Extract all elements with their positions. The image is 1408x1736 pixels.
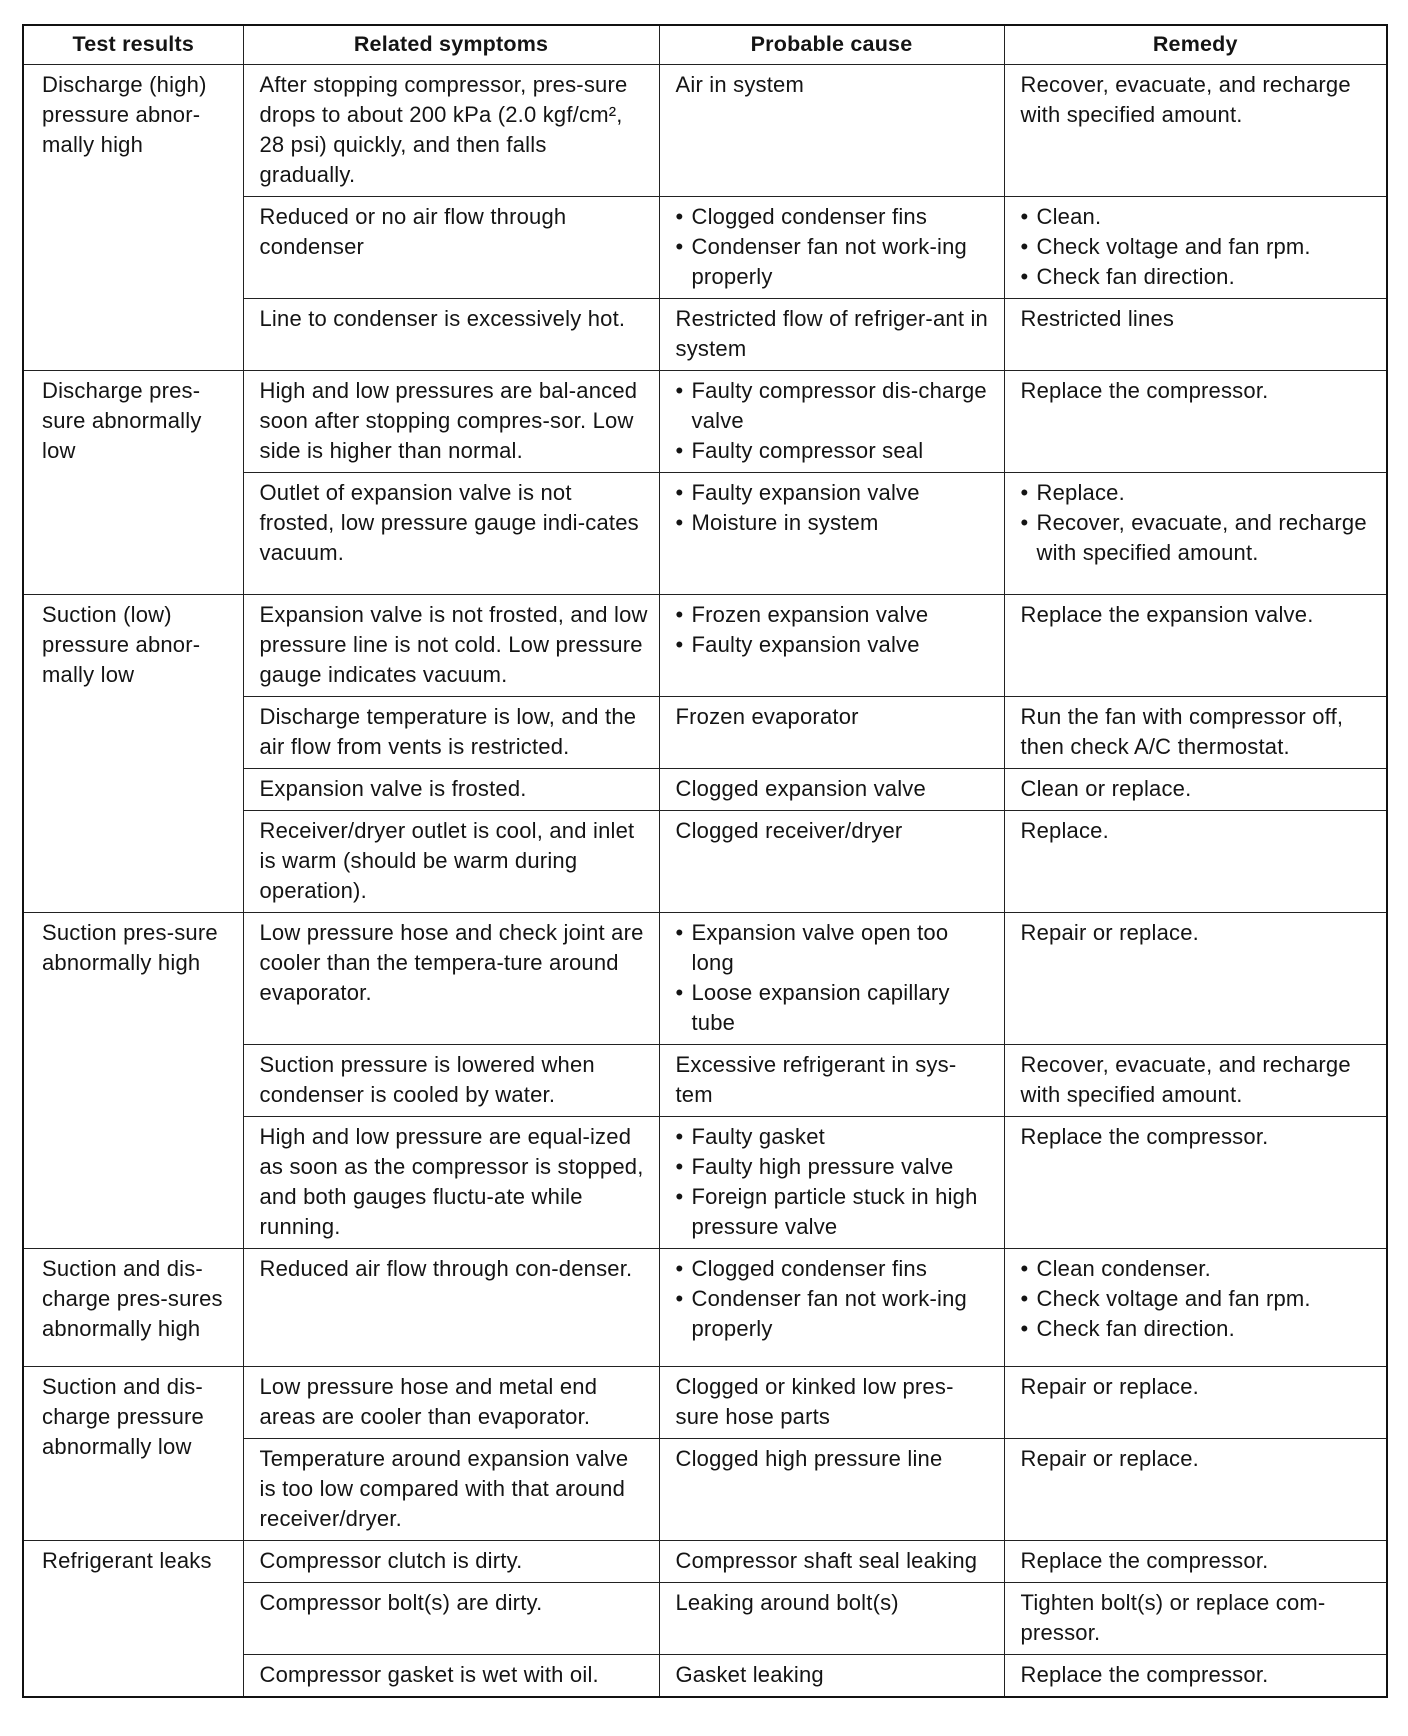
test-result-text: Suction and dis-charge pressure abnormally low (42, 1374, 204, 1459)
test-result-cell (23, 1367, 243, 1541)
test-result-cell (23, 1249, 243, 1367)
troubleshooting-table (22, 24, 1388, 1698)
cause-cell-item: • Faulty high pressure valve (676, 1152, 994, 1182)
remedy-cell-text: Replace the expansion valve. (1020, 602, 1314, 627)
remedy-cell (1004, 913, 1387, 1045)
cause-cell (659, 697, 1004, 769)
symptom-text: Reduced or no air flow through condenser (259, 204, 567, 259)
remedy-cell-text: Recover, evacuate, and recharge with specified amount. (1020, 1052, 1351, 1107)
remedy-cell-item: • Recover, evacuate, and recharge with specified amount. (1021, 508, 1377, 568)
remedy-cell (1004, 769, 1387, 811)
cause-cell (659, 811, 1004, 913)
header-row (23, 25, 1387, 65)
remedy-cell-list (1021, 1254, 1377, 1344)
symptom-cell (243, 197, 659, 299)
symptom-cell (243, 769, 659, 811)
cause-cell (659, 473, 1004, 595)
symptom-text: Expansion valve is frosted. (259, 776, 527, 801)
remedy-cell (1004, 595, 1387, 697)
remedy-cell (1004, 299, 1387, 371)
symptom-cell (243, 811, 659, 913)
test-result-cell (23, 1541, 243, 1698)
symptom-text: Compressor bolt(s) are dirty. (259, 1590, 543, 1615)
symptom-text: After stopping compressor, pres-sure drops to about 200 kPa (2.0 kgf/cm², 28 psi) quickly, and then falls gradually. (259, 72, 628, 187)
symptom-cell (243, 371, 659, 473)
symptom-text: Expansion valve is not frosted, and low pressure line is not cold. Low pressure gauge indicates vacuum. (259, 602, 648, 687)
remedy-cell-text: Run the fan with compressor off, then check A/C thermostat. (1020, 704, 1344, 759)
cause-cell-item: • Clogged condenser fins (676, 202, 994, 232)
remedy-cell-item: • Check voltage and fan rpm. (1021, 232, 1377, 262)
symptom-text: Suction pressure is lowered when condenser is cooled by water. (259, 1052, 595, 1107)
header-remedy: Remedy (1004, 25, 1387, 65)
cause-cell-list (676, 1122, 994, 1242)
symptom-text: Line to condenser is excessively hot. (259, 306, 626, 331)
cause-cell (659, 1439, 1004, 1541)
cause-cell (659, 299, 1004, 371)
remedy-cell-item: • Check fan direction. (1021, 1314, 1377, 1344)
remedy-cell-text: Replace. (1020, 818, 1109, 843)
cause-cell-item: • Faulty compressor seal (676, 436, 994, 466)
remedy-cell-text: Repair or replace. (1020, 1374, 1199, 1399)
cause-cell-text: Restricted flow of refriger-ant in system (675, 306, 988, 361)
symptom-cell (243, 1117, 659, 1249)
cause-cell (659, 1541, 1004, 1583)
header-related-symptoms: Related symptoms (243, 25, 659, 65)
test-result-text: Discharge pres-sure abnormally low (42, 378, 202, 463)
remedy-cell-item: • Replace. (1021, 478, 1377, 508)
table-body (23, 65, 1387, 1698)
remedy-cell (1004, 65, 1387, 197)
symptom-cell (243, 1439, 659, 1541)
cause-cell-item: • Moisture in system (676, 508, 994, 538)
remedy-cell-text: Restricted lines (1020, 306, 1175, 331)
symptom-text: Temperature around expansion valve is too low compared with that around receiver/dryer. (259, 1446, 629, 1531)
cause-cell-list (676, 478, 994, 538)
remedy-cell-text: Clean or replace. (1020, 776, 1192, 801)
cause-cell-text: Compressor shaft seal leaking (675, 1548, 978, 1573)
symptom-cell (243, 595, 659, 697)
remedy-cell-item: • Clean. (1021, 202, 1377, 232)
symptom-cell (243, 1249, 659, 1367)
symptom-text: Outlet of expansion valve is not frosted, low pressure gauge indi-cates vacuum. (259, 480, 639, 565)
remedy-cell (1004, 1439, 1387, 1541)
cause-cell (659, 595, 1004, 697)
cause-cell-text: Leaking around bolt(s) (675, 1590, 899, 1615)
test-result-text: Suction and dis-charge pres-sures abnormally high (42, 1256, 223, 1341)
cause-cell-item: • Faulty compressor dis-charge valve (676, 376, 994, 436)
remedy-cell (1004, 371, 1387, 473)
remedy-cell-text: Replace the compressor. (1020, 1662, 1269, 1687)
symptom-cell (243, 299, 659, 371)
symptom-cell (243, 1583, 659, 1655)
test-result-text: Discharge (high) pressure abnor-mally high (42, 72, 207, 157)
remedy-cell-list (1021, 478, 1377, 568)
remedy-cell-text: Repair or replace. (1020, 920, 1199, 945)
symptom-text: Reduced air flow through con-denser. (259, 1256, 633, 1281)
troubleshooting-page (22, 24, 1386, 1698)
symptom-cell (243, 473, 659, 595)
remedy-cell-item: • Clean condenser. (1021, 1254, 1377, 1284)
cause-cell-item: • Condenser fan not work-ing properly (676, 232, 994, 292)
test-result-cell (23, 65, 243, 371)
symptom-text: High and low pressures are bal-anced soon after stopping compres-sor. Low side is higher than normal. (259, 378, 638, 463)
remedy-cell (1004, 1367, 1387, 1439)
cause-cell-item: • Frozen expansion valve (676, 600, 994, 630)
cause-cell (659, 769, 1004, 811)
symptom-cell (243, 1367, 659, 1439)
header-probable-cause: Probable cause (659, 25, 1004, 65)
remedy-cell-text: Repair or replace. (1020, 1446, 1199, 1471)
cause-cell-item: • Expansion valve open too long (676, 918, 994, 978)
table-row (23, 1541, 1387, 1583)
symptom-cell (243, 913, 659, 1045)
test-result-cell (23, 913, 243, 1249)
cause-cell (659, 371, 1004, 473)
symptom-text: Receiver/dryer outlet is cool, and inlet is warm (should be warm during operation). (259, 818, 635, 903)
cause-cell (659, 1367, 1004, 1439)
cause-cell (659, 1249, 1004, 1367)
symptom-text: Discharge temperature is low, and the air flow from vents is restricted. (259, 704, 637, 759)
remedy-cell-item: • Check fan direction. (1021, 262, 1377, 292)
symptom-text: Low pressure hose and metal end areas are cooler than evaporator. (259, 1374, 598, 1429)
symptom-cell (243, 1655, 659, 1698)
cause-cell (659, 1583, 1004, 1655)
remedy-cell-text: Recover, evacuate, and recharge with specified amount. (1020, 72, 1351, 127)
symptom-cell (243, 697, 659, 769)
remedy-cell (1004, 1541, 1387, 1583)
remedy-cell (1004, 1117, 1387, 1249)
symptom-text: High and low pressure are equal-ized as soon as the compressor is stopped, and both gauges fluctu-ate while running. (259, 1124, 644, 1239)
cause-cell-text: Gasket leaking (675, 1662, 824, 1687)
cause-cell-text: Excessive refrigerant in sys-tem (675, 1052, 957, 1107)
remedy-cell (1004, 1583, 1387, 1655)
remedy-cell-list (1021, 202, 1377, 292)
cause-cell-list (676, 918, 994, 1038)
cause-cell-text: Clogged or kinked low pres-sure hose parts (675, 1374, 954, 1429)
test-result-text: Refrigerant leaks (42, 1548, 212, 1573)
remedy-cell (1004, 1655, 1387, 1698)
cause-cell-item: • Faulty expansion valve (676, 478, 994, 508)
symptom-text: Low pressure hose and check joint are cooler than the tempera-ture around evaporator. (259, 920, 644, 1005)
cause-cell (659, 913, 1004, 1045)
remedy-cell-item: • Check voltage and fan rpm. (1021, 1284, 1377, 1314)
table-row (23, 1367, 1387, 1439)
symptom-cell (243, 65, 659, 197)
cause-cell (659, 1045, 1004, 1117)
cause-cell-list (676, 376, 994, 466)
cause-cell-item: • Foreign particle stuck in high pressure valve (676, 1182, 994, 1242)
cause-cell-item: • Condenser fan not work-ing properly (676, 1284, 994, 1344)
table-row (23, 595, 1387, 697)
cause-cell-text: Frozen evaporator (675, 704, 859, 729)
remedy-cell-text: Replace the compressor. (1020, 378, 1269, 403)
remedy-cell (1004, 811, 1387, 913)
cause-cell-item: • Loose expansion capillary tube (676, 978, 994, 1038)
test-result-text: Suction pres-sure abnormally high (42, 920, 218, 975)
symptom-cell (243, 1045, 659, 1117)
cause-cell-list (676, 202, 994, 292)
remedy-cell (1004, 473, 1387, 595)
test-result-text: Suction (low) pressure abnor-mally low (42, 602, 201, 687)
symptom-text: Compressor clutch is dirty. (259, 1548, 523, 1573)
remedy-cell-text: Replace the compressor. (1020, 1548, 1269, 1573)
table-row (23, 371, 1387, 473)
test-result-cell (23, 595, 243, 913)
table-row (23, 65, 1387, 197)
cause-cell-item: • Faulty expansion valve (676, 630, 994, 660)
header-test-results: Test results (23, 25, 243, 65)
symptom-cell (243, 1541, 659, 1583)
cause-cell-text: Clogged receiver/dryer (675, 818, 903, 843)
remedy-cell-text: Replace the compressor. (1020, 1124, 1269, 1149)
cause-cell (659, 197, 1004, 299)
remedy-cell (1004, 197, 1387, 299)
cause-cell (659, 65, 1004, 197)
table-row (23, 1249, 1387, 1367)
cause-cell-text: Clogged high pressure line (675, 1446, 943, 1471)
remedy-cell-text: Tighten bolt(s) or replace com-pressor. (1020, 1590, 1326, 1645)
remedy-cell (1004, 1045, 1387, 1117)
cause-cell-text: Air in system (675, 72, 805, 97)
remedy-cell (1004, 1249, 1387, 1367)
remedy-cell (1004, 697, 1387, 769)
cause-cell-list (676, 1254, 994, 1344)
table-row (23, 913, 1387, 1045)
cause-cell (659, 1117, 1004, 1249)
symptom-text: Compressor gasket is wet with oil. (259, 1662, 599, 1687)
cause-cell (659, 1655, 1004, 1698)
test-result-cell (23, 371, 243, 595)
cause-cell-item: • Faulty gasket (676, 1122, 994, 1152)
cause-cell-text: Clogged expansion valve (675, 776, 926, 801)
cause-cell-list (676, 600, 994, 660)
cause-cell-item: • Clogged condenser fins (676, 1254, 994, 1284)
